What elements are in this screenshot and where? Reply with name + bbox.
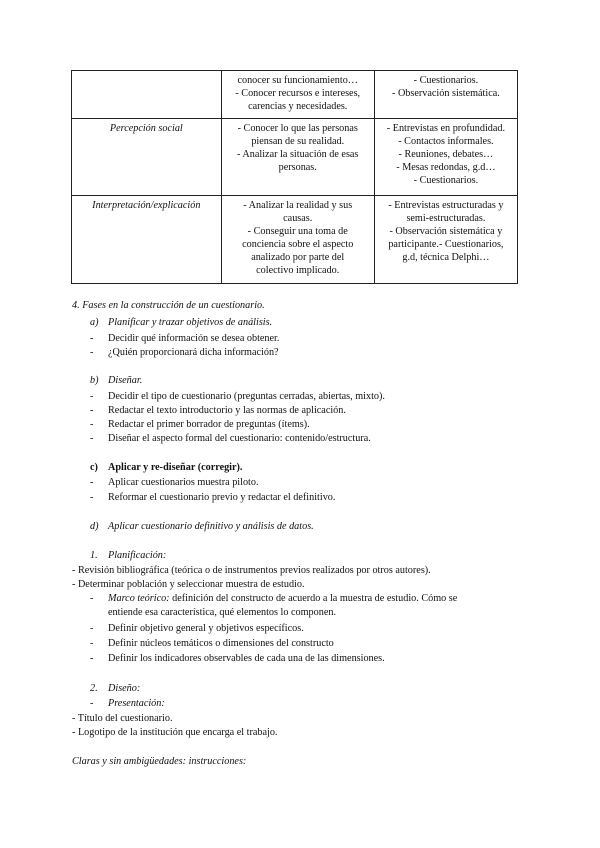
techniques-cell: - Cuestionarios. - Observación sistemática.: [374, 71, 517, 119]
phase-a-title: Planificar y trazar objetivos de análisis.: [108, 317, 273, 328]
instructions-heading: Claras y sin ambigüedades: instrucciones:: [72, 756, 247, 767]
list-marker: 2.: [90, 683, 98, 694]
dash-marker: -: [90, 333, 94, 344]
list-marker: b): [90, 375, 99, 386]
section-title: 4. Fases en la construcción de un cuestionario.: [72, 300, 265, 311]
table-row: [72, 196, 518, 284]
planning-title: Planificación:: [108, 550, 167, 561]
list-marker: d): [90, 521, 99, 532]
list-marker: 1.: [90, 550, 98, 561]
list-marker: c): [90, 462, 98, 473]
list-item: Redactar el texto introductorio y las normas de aplicación.: [108, 405, 346, 416]
phase-d-title: Aplicar cuestionario definitivo y análisis de datos.: [108, 521, 314, 532]
dash-marker: -: [90, 405, 94, 416]
marco-teorico-text: definición del constructo de acuerdo a la muestra de estudio. Cómo se: [169, 593, 458, 604]
list-item: Definir núcleos temáticos o dimensiones del constructo: [108, 638, 334, 649]
list-item: Diseñar el aspecto formal del cuestionario: contenido/estructura.: [108, 433, 371, 444]
row-label: Percepción social: [72, 119, 222, 196]
dash-marker: -: [90, 698, 94, 709]
dash-marker: -: [90, 433, 94, 444]
presentation-title: Presentación:: [108, 698, 165, 709]
objectives-cell: conocer su funcionamiento… - Conocer recursos e intereses, carencias y necesidades.: [221, 71, 374, 119]
design-title: Diseño:: [108, 683, 141, 694]
marco-teorico-label: Marco teórico:: [108, 593, 170, 604]
dash-marker: -: [90, 391, 94, 402]
list-item-continuation: entiende esa característica, qué elementos lo componen.: [108, 607, 336, 618]
dash-marker: -: [90, 492, 94, 503]
dash-marker: -: [90, 419, 94, 430]
techniques-cell: - Entrevistas en profundidad. - Contactos informales. - Reuniones, debates… - Mesas redondas, g.d… - Cuestionarios.: [374, 119, 517, 196]
list-item: - Título del cuestionario.: [72, 713, 173, 724]
techniques-cell: - Entrevistas estructuradas y semi-estructuradas. - Observación sistemática y participante.- Cuestionarios, g.d, técnica Delphi…: [374, 196, 517, 284]
list-item: - Logotipo de la institución que encarga el trabajo.: [72, 727, 278, 738]
list-item: - Determinar población y seleccionar muestra de estudio.: [72, 579, 305, 590]
dash-marker: -: [90, 477, 94, 488]
dash-marker: -: [90, 623, 94, 634]
dash-marker: -: [90, 638, 94, 649]
objectives-cell: - Analizar la realidad y sus causas. - Conseguir una toma de conciencia sobre el aspecto analizado por parte del colectivo implicado.: [221, 196, 374, 284]
list-item: Reformar el cuestionario previo y redactar el definitivo.: [108, 492, 336, 503]
list-item: Decidir el tipo de cuestionario (preguntas cerradas, abiertas, mixto).: [108, 391, 385, 402]
objectives-cell: - Conocer lo que las personas piensan de su realidad. - Analizar la situación de esas personas.: [221, 119, 374, 196]
table-row: [72, 119, 518, 196]
marco-teorico-item: [108, 592, 457, 605]
table-row: [72, 71, 518, 119]
list-item: Aplicar cuestionarios muestra piloto.: [108, 477, 259, 488]
phase-b-title: Diseñar.: [108, 375, 143, 386]
row-label: [72, 71, 222, 119]
list-item: Definir objetivo general y objetivos específicos.: [108, 623, 304, 634]
row-label: Interpretación/explicación: [72, 196, 222, 284]
list-item: - Revisión bibliográfica (teórica o de instrumentos previos realizados por otros autores).: [72, 565, 431, 576]
list-item: ¿Quién proporcionará dicha información?: [108, 347, 279, 358]
dash-marker: -: [90, 653, 94, 664]
phase-c-title: Aplicar y re-diseñar (corregir).: [108, 462, 243, 473]
list-item: Decidir qué información se desea obtener.: [108, 333, 280, 344]
dash-marker: -: [90, 347, 94, 358]
list-marker: a): [90, 317, 99, 328]
dash-marker: -: [90, 593, 94, 604]
phases-table: [71, 70, 518, 284]
list-item: Redactar el primer borrador de preguntas (ítems).: [108, 419, 310, 430]
list-item: Definir los indicadores observables de cada una de las dimensiones.: [108, 653, 385, 664]
